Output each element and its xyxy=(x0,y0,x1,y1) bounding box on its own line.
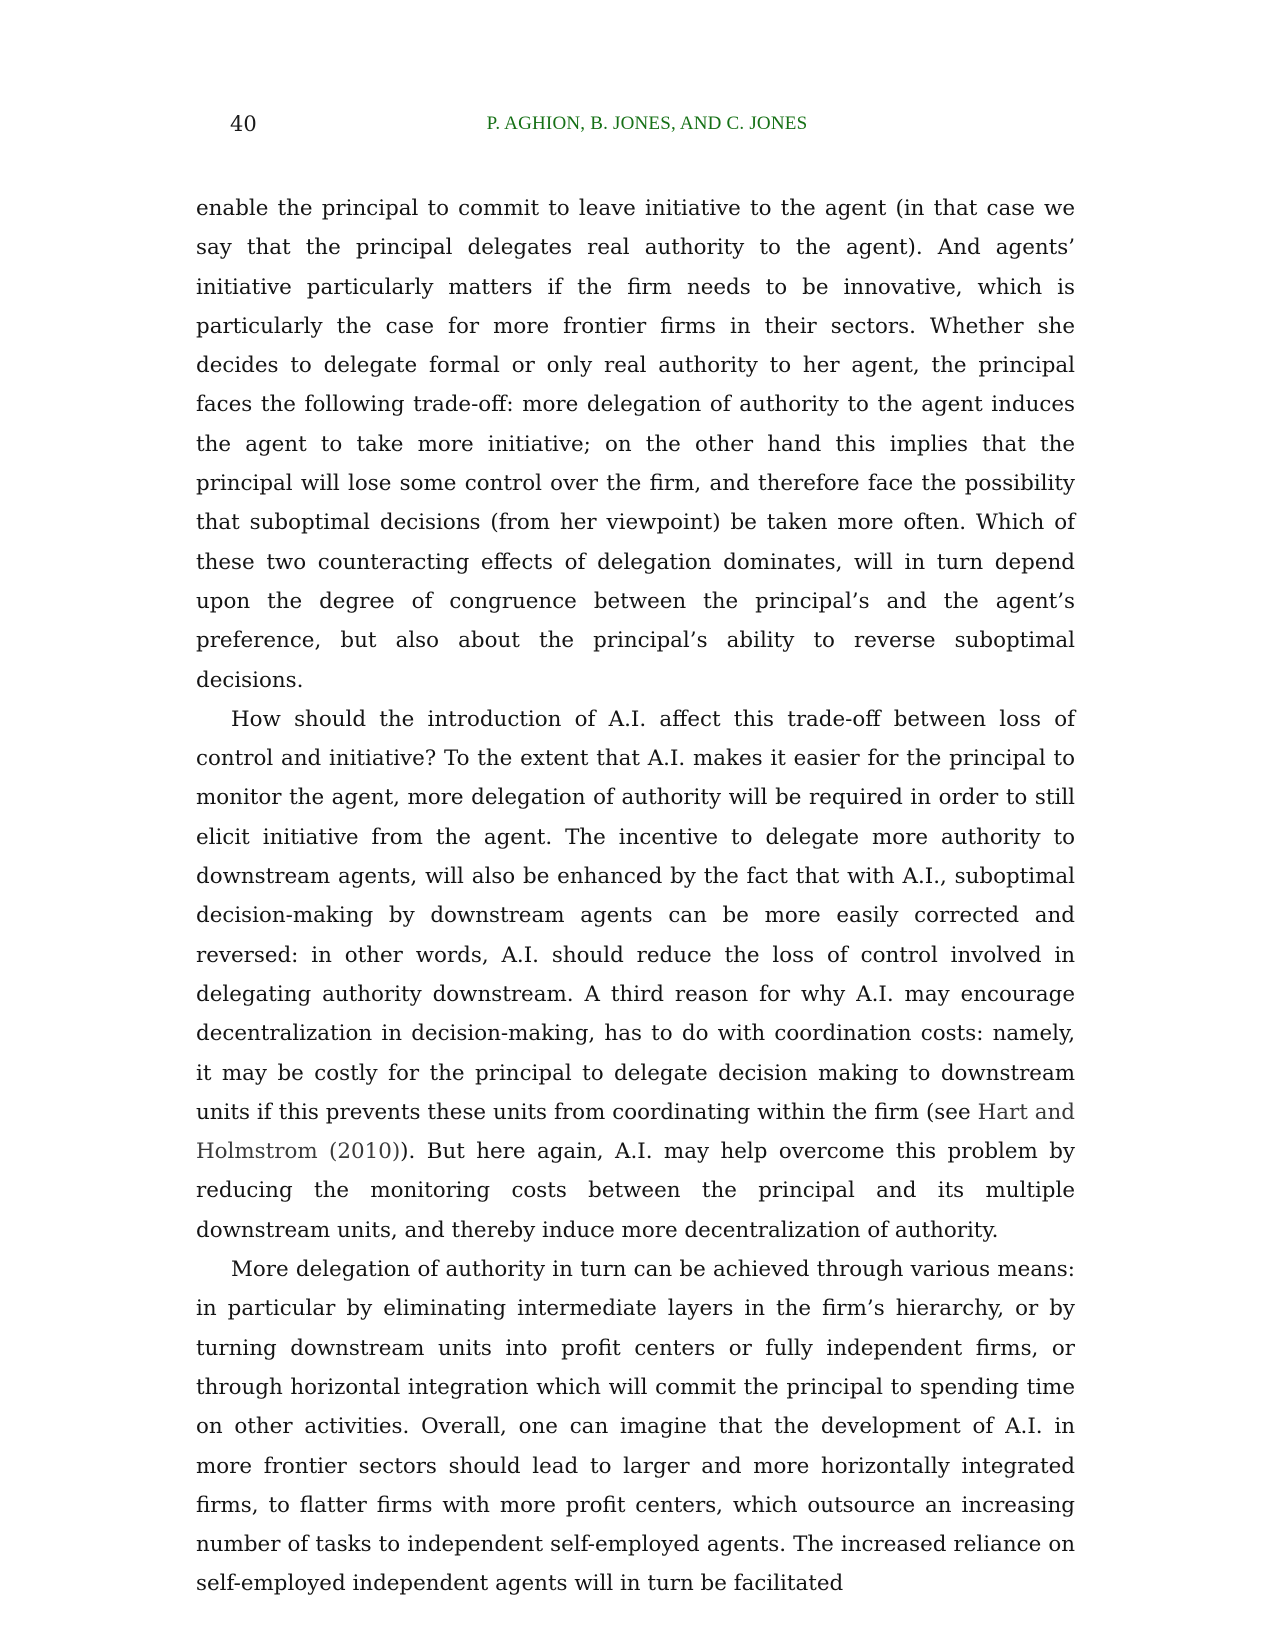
paragraph-2-text-b: ). But here again, A.I. may help overcome this problem by reducing the monitoring costs between the principal and its multiple downstream units, and thereby induce more decentralization of authority. xyxy=(196,1139,1075,1243)
paragraph-2-text-a: How should the introduction of A.I. affect this trade-off between loss of control and initiative? To the extent that A.I. makes it easier for the principal to monitor the agent, more delegation of authority will be required in order to still elicit initiative from the agent. The incentive to delegate more authority to downstream agents, will also be enhanced by the fact that with A.I., suboptimal decision-making by downstream agents can be more easily corrected and reversed: in other words, A.I. should reduce the loss of control involved in delegating authority downstream. A third reason for why A.I. may encourage decentralization in decision-making, has to do with coordination costs: namely, it may be costly for the principal to delegate decision making to downstream units if this prevents these units from coordinating within the firm (see xyxy=(196,706,1075,1125)
running-head: P. AGHION, B. JONES, AND C. JONES xyxy=(486,113,808,134)
paragraph-3: More delegation of authority in turn can be achieved through various means: in particular by eliminating intermediate layers in the firm’s hierarchy, or by turning downstream units into profit centers or fully independent firms, or through horizontal integration which will commit the principal to spending time on other activities. Overall, one can imagine that the development of A.I. in more frontier sectors should lead to larger and more horizontally integrated firms, to flatter firms with more profit centers, which outsource an increasing number of tasks to independent self-employed agents. The increased reliance on self-employed independent agents will in turn be facilitated xyxy=(196,1257,1075,1597)
page-header xyxy=(230,112,1275,142)
citation-link[interactable]: Hart and Holmstrom (2010) xyxy=(196,1099,1075,1165)
paragraph-2 xyxy=(196,700,1075,1250)
page-number: 40 xyxy=(230,112,257,136)
paragraph-1: enable the principal to commit to leave initiative to the agent (in that case we say that the principal delegates real authority to the agent). And agents’ initiative particularly matters if the firm needs to be innovative, which is particularly the case for more frontier firms in their sectors. Whether she decides to delegate formal or only real authority to her agent, the principal faces the following trade-off: more delegation of authority to the agent induces the agent to take more initiative; on the other hand this implies that the principal will lose some control over the firm, and therefore face the possibility that suboptimal decisions (from her viewpoint) be taken more often. Which of these two counteracting effects of delegation dominates, will in turn depend upon the degree of congruence between the principal’s and the agent’s preference, but also about the principal’s ability to reverse suboptimal decisions. xyxy=(196,196,1075,693)
body-text xyxy=(196,189,1075,1604)
